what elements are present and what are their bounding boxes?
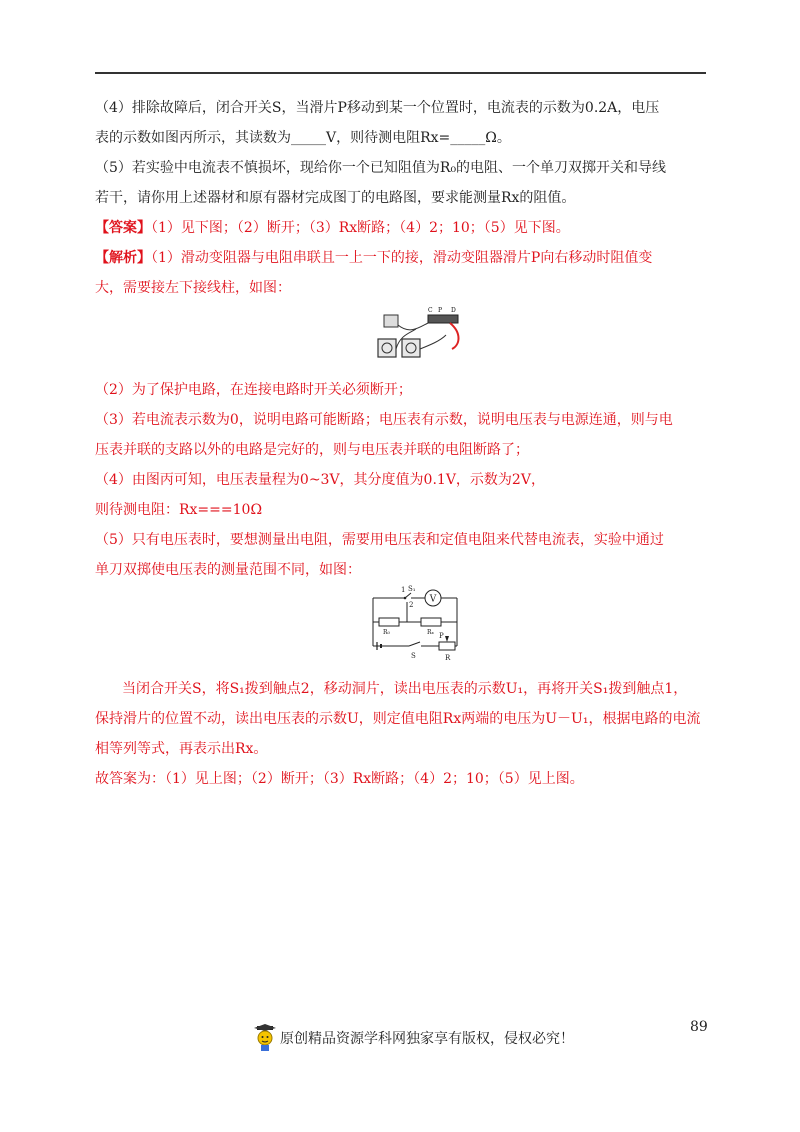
switch-s-label: S [411,652,416,660]
analysis-p1-line1: （1）滑动变阻器与电阻串联且一上一下的接，滑动变阻器滑片P向右移动时阻值变 [151,250,653,266]
answer-text: （1）见下图；（2）断开；（3）Rx断路；（4）2；10；（5）见下图。 [151,220,570,236]
q5-line1: （5）若实验中电流表不慎损坏，现给你一个已知阻值为R₀的电阻、一个单刀双掷开关和导线 [95,160,667,176]
switch-s1-pivot [404,597,407,600]
analysis-p4b: 则待测电阻：Rx===10Ω [95,502,263,518]
terminal-p-label: P [438,307,443,314]
q5-line2: 若干，请你用上述器材和原有器材完成图丁的电路图，要求能测量Rx的阻值。 [95,190,576,206]
analysis-line1 [95,248,707,268]
analysis-p6-line2: 保持滑片的位置不动，读出电压表的示数U，则定值电阻Rx两端的电压为U－U₁，根据电路的电流 [95,711,701,727]
rheostat-icon [428,315,458,323]
page-number: 89 [690,1019,708,1035]
contact-2-label: 2 [409,601,414,609]
contact-1-label: 1 [401,586,406,594]
switch-s1-label: S₁ [408,585,416,593]
rx-label: Rₓ [427,629,435,636]
rheostat-label: R [445,654,451,662]
terminal-d-label: D [451,307,456,314]
analysis-p4: （4）由图丙可知，电压表量程为0~3V，其分度值为0.1V，示数为2V， [95,472,545,488]
analysis-p6-line1: 当闭合开关S，将S₁拨到触点2，移动洞片，读出电压表的示数U₁，再将开关S₁拨到触点1， [122,681,688,697]
wiring-figure [370,305,470,367]
terminal-c-label: C [428,307,433,314]
voltmeter-icon [402,339,420,357]
analysis-p2: （2）为了保护电路，在连接电路时开关必须断开； [95,382,412,398]
resistor-rx [421,618,441,626]
q4-line1: （4）排除故障后，闭合开关S，当滑片P移动到某一个位置时，电流表的示数为0.2A，电压 [95,100,660,116]
analysis-p3-line1: （3）若电流表示数为0，说明电路可能断路；电压表有示数，说明电压表与电源连通，则与电 [95,412,673,428]
voltmeter-label: V [429,594,437,605]
resistor-r0 [379,618,399,626]
header-rule [95,72,706,74]
analysis-p7: 故答案为：（1）见上图；（2）断开；（3）Rx断路；（4）2；10；（5）见上图。 [95,771,584,787]
mascot-icon [252,1024,278,1052]
analysis-p3-line2: 压表并联的支路以外的电路是完好的，则与电压表并联的电阻断路了； [95,442,529,458]
analysis-p5-line2: 单刀双掷使电压表的测量范围不同，如图： [95,562,361,578]
slider-arrow-icon [445,636,449,642]
r0-label: R₀ [383,629,390,636]
footer [252,1024,574,1052]
analysis-p6-line3: 相等列等式，再表示出Rx。 [95,741,268,757]
analysis-tag: 【解析】 [95,250,151,266]
circuit-diagram [365,584,465,666]
analysis-p5-line1: （5）只有电压表时，要想测量出电阻，需要用电压表和定值电阻来代替电流表，实验中通过 [95,532,664,548]
answer-line [95,218,707,238]
answer-tag: 【答案】 [95,220,151,236]
rheostat-symbol [439,642,455,650]
q4-line2: 表的示数如图丙所示，其读数为_____V，则待测电阻Rx=_____Ω。 [95,130,511,146]
slider-label: P [439,632,444,640]
footer-text: 原创精品资源学科网独家享有版权，侵权必究！ [280,1031,574,1047]
analysis-p1-line2: 大，需要接左下接线柱，如图： [95,280,291,296]
ammeter-icon [378,339,396,357]
